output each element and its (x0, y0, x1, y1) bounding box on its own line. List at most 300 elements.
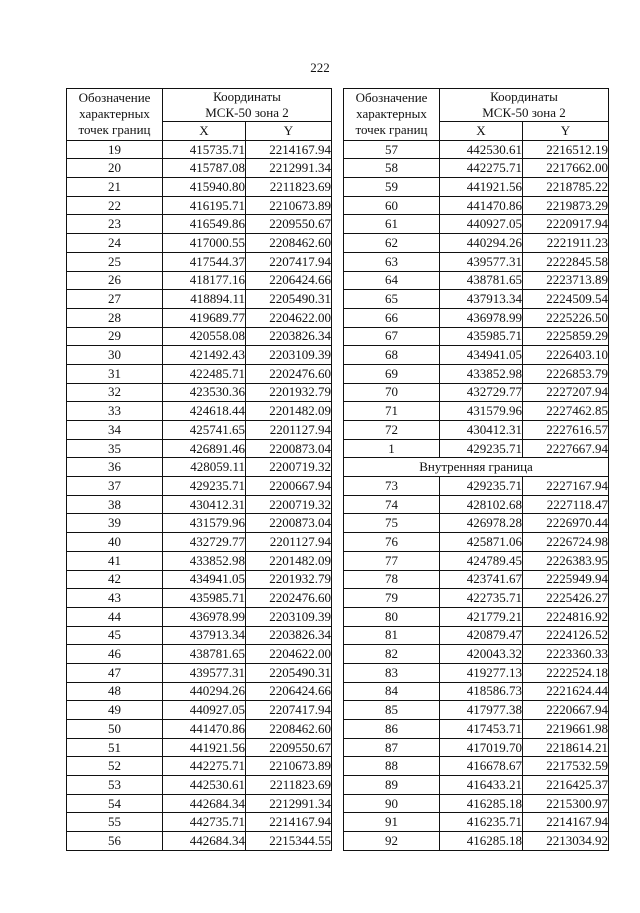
y-coordinate: 2226403.10 (523, 346, 609, 365)
point-number: 64 (344, 271, 440, 290)
x-coordinate: 428102.68 (440, 495, 523, 514)
y-coordinate: 2207417.94 (246, 701, 332, 720)
y-coordinate: 2212991.34 (246, 159, 332, 178)
point-number: 86 (344, 720, 440, 739)
table-row (344, 738, 609, 757)
y-coordinate: 2201127.94 (246, 533, 332, 552)
header-line: Координаты (490, 89, 558, 104)
y-coordinate: 2201127.94 (246, 421, 332, 440)
table-row (344, 776, 609, 795)
x-coordinate: 424789.45 (440, 551, 523, 570)
table-row (67, 439, 332, 458)
x-coordinate: 437913.34 (163, 626, 246, 645)
table-row (344, 589, 609, 608)
x-coordinate: 416549.86 (163, 215, 246, 234)
x-coordinate: 421779.21 (440, 607, 523, 626)
y-column-header: Y (523, 122, 609, 141)
point-number: 56 (67, 832, 163, 851)
table-row (67, 832, 332, 851)
table-row (67, 776, 332, 795)
y-coordinate: 2226853.79 (523, 364, 609, 383)
table-row (344, 663, 609, 682)
point-number: 42 (67, 570, 163, 589)
table-row (67, 495, 332, 514)
x-coordinate: 422485.71 (163, 364, 246, 383)
table-row (67, 159, 332, 178)
header-line: точек границ (78, 122, 151, 138)
x-coordinate: 436978.99 (163, 607, 246, 626)
x-coordinate: 425871.06 (440, 533, 523, 552)
x-coordinate: 438781.65 (440, 271, 523, 290)
table-row (344, 290, 609, 309)
point-number: 63 (344, 252, 440, 271)
table-row (67, 663, 332, 682)
table-row (67, 402, 332, 421)
point-number: 85 (344, 701, 440, 720)
y-coordinate: 2226970.44 (523, 514, 609, 533)
y-coordinate: 2222524.18 (523, 663, 609, 682)
point-number: 27 (67, 290, 163, 309)
point-number: 34 (67, 421, 163, 440)
point-number: 57 (344, 140, 440, 159)
y-coordinate: 2221624.44 (523, 682, 609, 701)
y-coordinate: 2223360.33 (523, 645, 609, 664)
x-coordinate: 442275.71 (440, 159, 523, 178)
point-number: 79 (344, 589, 440, 608)
y-coordinate: 2227667.94 (523, 439, 609, 458)
point-number: 72 (344, 421, 440, 440)
point-number: 36 (67, 458, 163, 477)
x-column-header: X (163, 122, 246, 141)
x-coordinate: 417977.38 (440, 701, 523, 720)
x-coordinate: 431579.96 (440, 402, 523, 421)
x-coordinate: 419689.77 (163, 308, 246, 327)
header-line: Координаты (213, 89, 281, 104)
table-row (344, 757, 609, 776)
y-coordinate: 2205490.31 (246, 663, 332, 682)
point-number: 21 (67, 178, 163, 197)
y-coordinate: 2227616.57 (523, 421, 609, 440)
y-coordinate: 2212991.34 (246, 794, 332, 813)
table-row (344, 439, 609, 458)
x-coordinate: 429235.71 (440, 477, 523, 496)
point-number: 52 (67, 757, 163, 776)
table-row (344, 533, 609, 552)
y-coordinate: 2201482.09 (246, 551, 332, 570)
table-row (67, 514, 332, 533)
x-coordinate: 415735.71 (163, 140, 246, 159)
y-coordinate: 2204622.00 (246, 308, 332, 327)
coordinates-table-left (66, 88, 332, 851)
x-coordinate: 417453.71 (440, 720, 523, 739)
table-row (67, 589, 332, 608)
point-number: 74 (344, 495, 440, 514)
y-coordinate: 2205490.31 (246, 290, 332, 309)
y-coordinate: 2200719.32 (246, 495, 332, 514)
table-row (67, 570, 332, 589)
point-number: 38 (67, 495, 163, 514)
point-number: 71 (344, 402, 440, 421)
x-coordinate: 429235.71 (440, 439, 523, 458)
table-row (67, 626, 332, 645)
table-row (344, 252, 609, 271)
y-coordinate: 2219661.98 (523, 720, 609, 739)
table-row (67, 383, 332, 402)
point-number: 46 (67, 645, 163, 664)
table-row (344, 477, 609, 496)
x-coordinate: 441470.86 (163, 720, 246, 739)
x-coordinate: 416678.67 (440, 757, 523, 776)
y-coordinate: 2227118.47 (523, 495, 609, 514)
x-coordinate: 435985.71 (163, 589, 246, 608)
inner-boundary-label: Внутренняя граница (344, 458, 609, 477)
header-line: Обозначение (78, 90, 151, 106)
point-number: 90 (344, 794, 440, 813)
y-coordinate: 2221911.23 (523, 234, 609, 253)
coordinates-table-right (343, 88, 609, 851)
point-number: 20 (67, 159, 163, 178)
table-row (67, 607, 332, 626)
y-coordinate: 2211823.69 (246, 178, 332, 197)
point-number: 19 (67, 140, 163, 159)
x-coordinate: 430412.31 (440, 421, 523, 440)
point-number: 44 (67, 607, 163, 626)
table-row (67, 140, 332, 159)
point-number: 49 (67, 701, 163, 720)
y-coordinate: 2219873.29 (523, 196, 609, 215)
point-number: 78 (344, 570, 440, 589)
x-coordinate: 416235.71 (440, 813, 523, 832)
point-number: 51 (67, 738, 163, 757)
point-number: 25 (67, 252, 163, 271)
point-number: 30 (67, 346, 163, 365)
x-coordinate: 421492.43 (163, 346, 246, 365)
point-number: 54 (67, 794, 163, 813)
y-coordinate: 2220917.94 (523, 215, 609, 234)
point-number: 31 (67, 364, 163, 383)
table-row (344, 570, 609, 589)
y-coordinate: 2216512.19 (523, 140, 609, 159)
table-row (344, 813, 609, 832)
table-row (67, 533, 332, 552)
table-row (67, 738, 332, 757)
y-coordinate: 2227207.94 (523, 383, 609, 402)
point-number: 84 (344, 682, 440, 701)
table-row (67, 720, 332, 739)
table-row (344, 140, 609, 159)
y-coordinate: 2210673.89 (246, 196, 332, 215)
y-coordinate: 2202476.60 (246, 364, 332, 383)
table-row (344, 364, 609, 383)
table-row (67, 682, 332, 701)
point-number: 91 (344, 813, 440, 832)
table-row (344, 346, 609, 365)
header-line: МСК-50 зона 2 (482, 105, 566, 120)
point-number: 43 (67, 589, 163, 608)
x-coordinate: 437913.34 (440, 290, 523, 309)
point-number: 1 (344, 439, 440, 458)
y-coordinate: 2200873.04 (246, 514, 332, 533)
point-number: 50 (67, 720, 163, 739)
x-coordinate: 416195.71 (163, 196, 246, 215)
y-coordinate: 2203109.39 (246, 607, 332, 626)
x-coordinate: 416285.18 (440, 794, 523, 813)
table-row (344, 720, 609, 739)
point-number: 26 (67, 271, 163, 290)
y-coordinate: 2201482.09 (246, 402, 332, 421)
x-coordinate: 440294.26 (163, 682, 246, 701)
table-row (67, 477, 332, 496)
coordinates-group-header (163, 89, 332, 122)
table-row (344, 514, 609, 533)
header-line: Обозначение (355, 90, 428, 106)
table-row (67, 794, 332, 813)
x-coordinate: 419277.13 (440, 663, 523, 682)
point-number: 45 (67, 626, 163, 645)
section-row (344, 458, 609, 477)
x-coordinate: 434941.05 (163, 570, 246, 589)
y-coordinate: 2209550.67 (246, 215, 332, 234)
point-number: 77 (344, 551, 440, 570)
x-coordinate: 416433.21 (440, 776, 523, 795)
x-coordinate: 442684.34 (163, 832, 246, 851)
x-coordinate: 440927.05 (163, 701, 246, 720)
y-coordinate: 2215300.97 (523, 794, 609, 813)
table-row (67, 346, 332, 365)
table-row (67, 645, 332, 664)
table-row (67, 196, 332, 215)
x-coordinate: 420043.32 (440, 645, 523, 664)
point-number: 62 (344, 234, 440, 253)
x-coordinate: 426978.28 (440, 514, 523, 533)
point-number: 40 (67, 533, 163, 552)
point-number: 55 (67, 813, 163, 832)
y-coordinate: 2206424.66 (246, 682, 332, 701)
point-number: 28 (67, 308, 163, 327)
point-label-header (67, 89, 163, 141)
y-coordinate: 2214167.94 (246, 813, 332, 832)
table-row (344, 626, 609, 645)
table-row (67, 271, 332, 290)
y-coordinate: 2208462.60 (246, 234, 332, 253)
x-coordinate: 426891.46 (163, 439, 246, 458)
y-coordinate: 2224509.54 (523, 290, 609, 309)
table-row (344, 701, 609, 720)
point-number: 41 (67, 551, 163, 570)
y-coordinate: 2206424.66 (246, 271, 332, 290)
x-coordinate: 417019.70 (440, 738, 523, 757)
table-row (344, 645, 609, 664)
x-coordinate: 415787.08 (163, 159, 246, 178)
table-row (344, 794, 609, 813)
x-coordinate: 420879.47 (440, 626, 523, 645)
x-coordinate: 442530.61 (440, 140, 523, 159)
point-number: 59 (344, 178, 440, 197)
y-coordinate: 2217532.59 (523, 757, 609, 776)
y-coordinate: 2209550.67 (246, 738, 332, 757)
y-coordinate: 2217662.00 (523, 159, 609, 178)
point-number: 22 (67, 196, 163, 215)
point-number: 69 (344, 364, 440, 383)
x-coordinate: 440294.26 (440, 234, 523, 253)
y-coordinate: 2200719.32 (246, 458, 332, 477)
point-number: 81 (344, 626, 440, 645)
table-row (67, 290, 332, 309)
table-row (67, 551, 332, 570)
x-coordinate: 432729.77 (440, 383, 523, 402)
x-coordinate: 429235.71 (163, 477, 246, 496)
table-row (67, 701, 332, 720)
point-number: 65 (344, 290, 440, 309)
table-row (344, 495, 609, 514)
x-coordinate: 442530.61 (163, 776, 246, 795)
x-coordinate: 423530.36 (163, 383, 246, 402)
point-number: 76 (344, 533, 440, 552)
table-row (344, 271, 609, 290)
x-coordinate: 425741.65 (163, 421, 246, 440)
table-row (67, 327, 332, 346)
x-coordinate: 442735.71 (163, 813, 246, 832)
x-coordinate: 415940.80 (163, 178, 246, 197)
x-coordinate: 418894.11 (163, 290, 246, 309)
table-row (344, 551, 609, 570)
point-number: 67 (344, 327, 440, 346)
table-row (67, 757, 332, 776)
x-coordinate: 420558.08 (163, 327, 246, 346)
table-row (344, 234, 609, 253)
x-coordinate: 434941.05 (440, 346, 523, 365)
table-row (67, 252, 332, 271)
y-coordinate: 2227462.85 (523, 402, 609, 421)
x-coordinate: 438781.65 (163, 645, 246, 664)
y-coordinate: 2224816.92 (523, 607, 609, 626)
table-row (67, 364, 332, 383)
y-coordinate: 2225859.29 (523, 327, 609, 346)
y-coordinate: 2227167.94 (523, 477, 609, 496)
point-number: 32 (67, 383, 163, 402)
point-number: 89 (344, 776, 440, 795)
y-coordinate: 2203826.34 (246, 327, 332, 346)
x-coordinate: 441921.56 (163, 738, 246, 757)
table-row (344, 402, 609, 421)
table-row (67, 813, 332, 832)
table-row (344, 832, 609, 851)
table-row (67, 458, 332, 477)
x-coordinate: 431579.96 (163, 514, 246, 533)
point-number: 87 (344, 738, 440, 757)
y-coordinate: 2225426.27 (523, 589, 609, 608)
point-number: 48 (67, 682, 163, 701)
header-line: МСК-50 зона 2 (205, 105, 289, 120)
x-coordinate: 439577.31 (163, 663, 246, 682)
x-coordinate: 422735.71 (440, 589, 523, 608)
point-number: 70 (344, 383, 440, 402)
table-row (344, 308, 609, 327)
y-coordinate: 2204622.00 (246, 645, 332, 664)
point-number: 29 (67, 327, 163, 346)
x-coordinate: 418586.73 (440, 682, 523, 701)
y-coordinate: 2214167.94 (246, 140, 332, 159)
y-coordinate: 2201932.79 (246, 383, 332, 402)
x-coordinate: 418177.16 (163, 271, 246, 290)
table-row (344, 215, 609, 234)
y-coordinate: 2210673.89 (246, 757, 332, 776)
header-line: точек границ (355, 122, 428, 138)
table-row (344, 607, 609, 626)
point-number: 23 (67, 215, 163, 234)
y-coordinate: 2200873.04 (246, 439, 332, 458)
x-coordinate: 435985.71 (440, 327, 523, 346)
header-line: характерных (356, 106, 427, 122)
x-coordinate: 424618.44 (163, 402, 246, 421)
y-coordinate: 2214167.94 (523, 813, 609, 832)
y-coordinate: 2203109.39 (246, 346, 332, 365)
table-row (67, 178, 332, 197)
point-number: 53 (67, 776, 163, 795)
y-coordinate: 2224126.52 (523, 626, 609, 645)
y-column-header: Y (246, 122, 332, 141)
x-column-header: X (440, 122, 523, 141)
y-coordinate: 2207417.94 (246, 252, 332, 271)
x-coordinate: 442275.71 (163, 757, 246, 776)
point-number: 60 (344, 196, 440, 215)
point-number: 47 (67, 663, 163, 682)
point-number: 33 (67, 402, 163, 421)
x-coordinate: 433852.98 (440, 364, 523, 383)
x-coordinate: 436978.99 (440, 308, 523, 327)
y-coordinate: 2201932.79 (246, 570, 332, 589)
point-number: 66 (344, 308, 440, 327)
coordinates-group-header (440, 89, 609, 122)
table-row (344, 421, 609, 440)
x-coordinate: 417544.37 (163, 252, 246, 271)
y-coordinate: 2208462.60 (246, 720, 332, 739)
y-coordinate: 2220667.94 (523, 701, 609, 720)
point-number: 37 (67, 477, 163, 496)
x-coordinate: 416285.18 (440, 832, 523, 851)
x-coordinate: 442684.34 (163, 794, 246, 813)
point-number: 88 (344, 757, 440, 776)
x-coordinate: 430412.31 (163, 495, 246, 514)
y-coordinate: 2203826.34 (246, 626, 332, 645)
y-coordinate: 2225949.94 (523, 570, 609, 589)
table-row (67, 421, 332, 440)
x-coordinate: 417000.55 (163, 234, 246, 253)
y-coordinate: 2225226.50 (523, 308, 609, 327)
table-row (67, 234, 332, 253)
table-row (67, 215, 332, 234)
y-coordinate: 2216425.37 (523, 776, 609, 795)
y-coordinate: 2200667.94 (246, 477, 332, 496)
y-coordinate: 2218785.22 (523, 178, 609, 197)
point-number: 82 (344, 645, 440, 664)
y-coordinate: 2213034.92 (523, 832, 609, 851)
y-coordinate: 2223713.89 (523, 271, 609, 290)
x-coordinate: 433852.98 (163, 551, 246, 570)
x-coordinate: 440927.05 (440, 215, 523, 234)
point-number: 68 (344, 346, 440, 365)
point-number: 39 (67, 514, 163, 533)
x-coordinate: 428059.11 (163, 458, 246, 477)
point-number: 24 (67, 234, 163, 253)
table-row (344, 196, 609, 215)
point-number: 83 (344, 663, 440, 682)
y-coordinate: 2218614.21 (523, 738, 609, 757)
y-coordinate: 2222845.58 (523, 252, 609, 271)
point-number: 73 (344, 477, 440, 496)
table-row (344, 682, 609, 701)
y-coordinate: 2211823.69 (246, 776, 332, 795)
